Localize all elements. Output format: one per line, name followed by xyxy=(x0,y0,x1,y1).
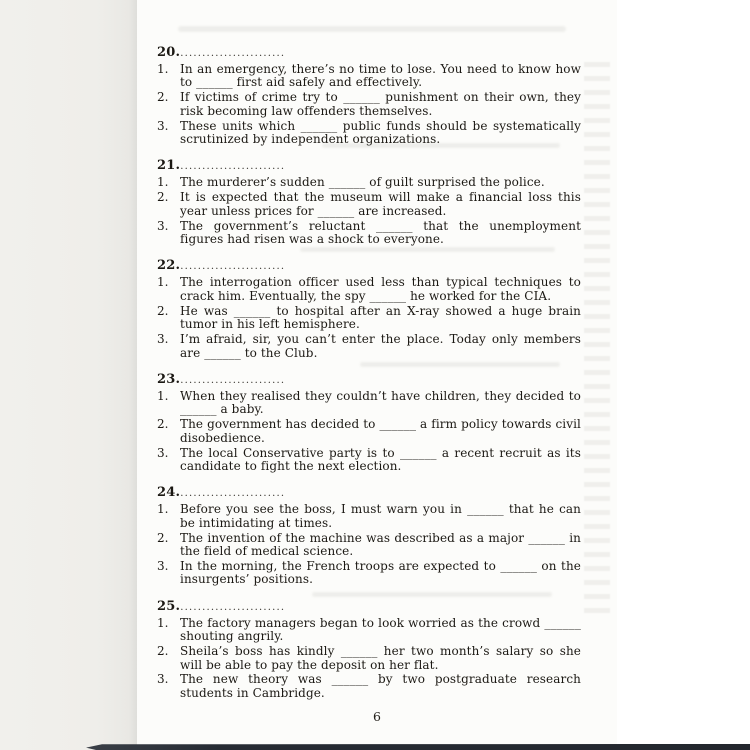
section-number: 24. xyxy=(157,485,181,501)
item-text: The local Conservative party is to ______ a recent recruit as its candidate to fight the next election. xyxy=(180,445,581,473)
question-item xyxy=(157,418,581,445)
question-item xyxy=(157,617,581,644)
item-number: 1. xyxy=(157,502,169,517)
item-text: These units which ______ public funds should be systematically scrutinized by independent organizations. xyxy=(180,118,581,147)
section-heading xyxy=(157,600,581,615)
exercise-section-22 xyxy=(157,259,581,359)
section-leader-dots: ........................ xyxy=(180,48,286,59)
item-number: 2. xyxy=(157,644,169,659)
item-text: Before you see the boss, I must warn you in ______ that he can be intimidating at times. xyxy=(180,502,581,530)
section-number: 22. xyxy=(157,258,181,274)
question-item xyxy=(157,645,581,672)
exercise-section-24 xyxy=(157,486,581,586)
item-number: 1. xyxy=(157,615,169,630)
bleed-through-column xyxy=(584,62,610,622)
item-number: 3. xyxy=(157,558,169,573)
question-item xyxy=(157,220,581,247)
section-number: 25. xyxy=(157,598,181,614)
section-heading xyxy=(157,259,581,274)
item-text: It is expected that the museum will make a financial loss this year unless prices for ______ are increased. xyxy=(180,190,581,218)
section-heading xyxy=(157,373,581,388)
question-item xyxy=(157,63,581,90)
question-item xyxy=(157,447,581,474)
bleed-through-artifact xyxy=(178,26,566,32)
section-leader-dots: ........................ xyxy=(180,161,286,173)
item-text: The government has decided to ______ a firm policy towards civil disobedience. xyxy=(180,417,581,445)
item-number: 2. xyxy=(157,530,169,545)
item-number: 1. xyxy=(157,62,169,76)
exercise-section-21 xyxy=(157,159,581,246)
question-item xyxy=(157,503,581,530)
item-number: 3. xyxy=(157,118,169,133)
item-text: The murderer’s sudden ______ of guilt surprised the police. xyxy=(180,175,545,190)
section-leader-dots: ........................ xyxy=(180,374,286,386)
page xyxy=(137,0,617,744)
section-heading xyxy=(157,159,581,174)
item-text: In an emergency, there’s no time to lose. You need to know how to ______ first aid safely and effectively. xyxy=(180,62,581,90)
item-number: 3. xyxy=(157,672,169,687)
item-number: 1. xyxy=(157,388,169,403)
item-number: 3. xyxy=(157,332,169,347)
item-number: 1. xyxy=(157,275,169,290)
item-text: In the morning, the French troops are expected to ______ on the insurgents’ positions. xyxy=(180,558,581,587)
exercise-section-23 xyxy=(157,373,581,473)
book-bottom-edge xyxy=(86,744,750,750)
item-number: 2. xyxy=(157,417,169,432)
section-number: 23. xyxy=(157,371,181,387)
item-number: 2. xyxy=(157,90,169,105)
item-text: The invention of the machine was described as a major ______ in the field of medical science. xyxy=(180,530,581,559)
question-item xyxy=(157,191,581,218)
question-item xyxy=(157,390,581,417)
section-leader-dots: ........................ xyxy=(180,601,286,613)
item-text: When they realised they couldn’t have children, they decided to ______ a baby. xyxy=(180,388,581,417)
section-number: 20. xyxy=(157,45,181,60)
item-text: The new theory was ______ by two postgraduate research students in Cambridge. xyxy=(180,672,581,700)
item-number: 1. xyxy=(157,175,169,190)
question-item xyxy=(157,560,581,587)
question-item xyxy=(157,305,581,332)
question-item xyxy=(157,176,581,189)
bleed-through-artifact xyxy=(322,143,560,148)
question-item xyxy=(157,532,581,559)
section-heading xyxy=(157,486,581,501)
section-leader-dots: ........................ xyxy=(180,488,286,500)
item-text: The government’s reluctant ______ that the unemployment figures had risen was a shock to everyone. xyxy=(180,218,581,247)
section-leader-dots: ........................ xyxy=(180,261,286,273)
bleed-through-artifact xyxy=(360,362,560,367)
bleed-through-artifact xyxy=(312,592,552,597)
question-item xyxy=(157,673,581,700)
item-text: The factory managers began to look worried as the crowd ______ shouting angrily. xyxy=(180,615,581,644)
item-text: If victims of crime try to ______ punishment on their own, they risk becoming law offenders themselves. xyxy=(180,90,581,118)
question-item xyxy=(157,333,581,360)
exercise-section-25 xyxy=(157,600,581,700)
item-number: 3. xyxy=(157,218,169,233)
bleed-through-artifact xyxy=(300,247,555,252)
exercise-section-20 xyxy=(157,46,581,146)
question-item xyxy=(157,91,581,118)
item-number: 2. xyxy=(157,190,169,205)
section-heading xyxy=(157,46,581,61)
book-left-edge xyxy=(0,0,137,750)
section-number: 21. xyxy=(157,158,181,174)
page-number: 6 xyxy=(373,709,381,724)
item-number: 2. xyxy=(157,303,169,318)
item-text: The interrogation officer used less than typical techniques to crack him. Eventually, the spy ______ he worked for the CIA. xyxy=(180,275,581,303)
item-number: 3. xyxy=(157,445,169,460)
item-text: I’m afraid, sir, you can’t enter the place. Today only members are ______ to the Club. xyxy=(180,332,581,360)
item-text: Sheila’s boss has kindly ______ her two month’s salary so she will be able to pay the deposit on her flat. xyxy=(180,644,581,672)
question-item xyxy=(157,276,581,303)
item-text: He was ______ to hospital after an X-ray showed a huge brain tumor in his left hemisphere. xyxy=(180,303,581,332)
